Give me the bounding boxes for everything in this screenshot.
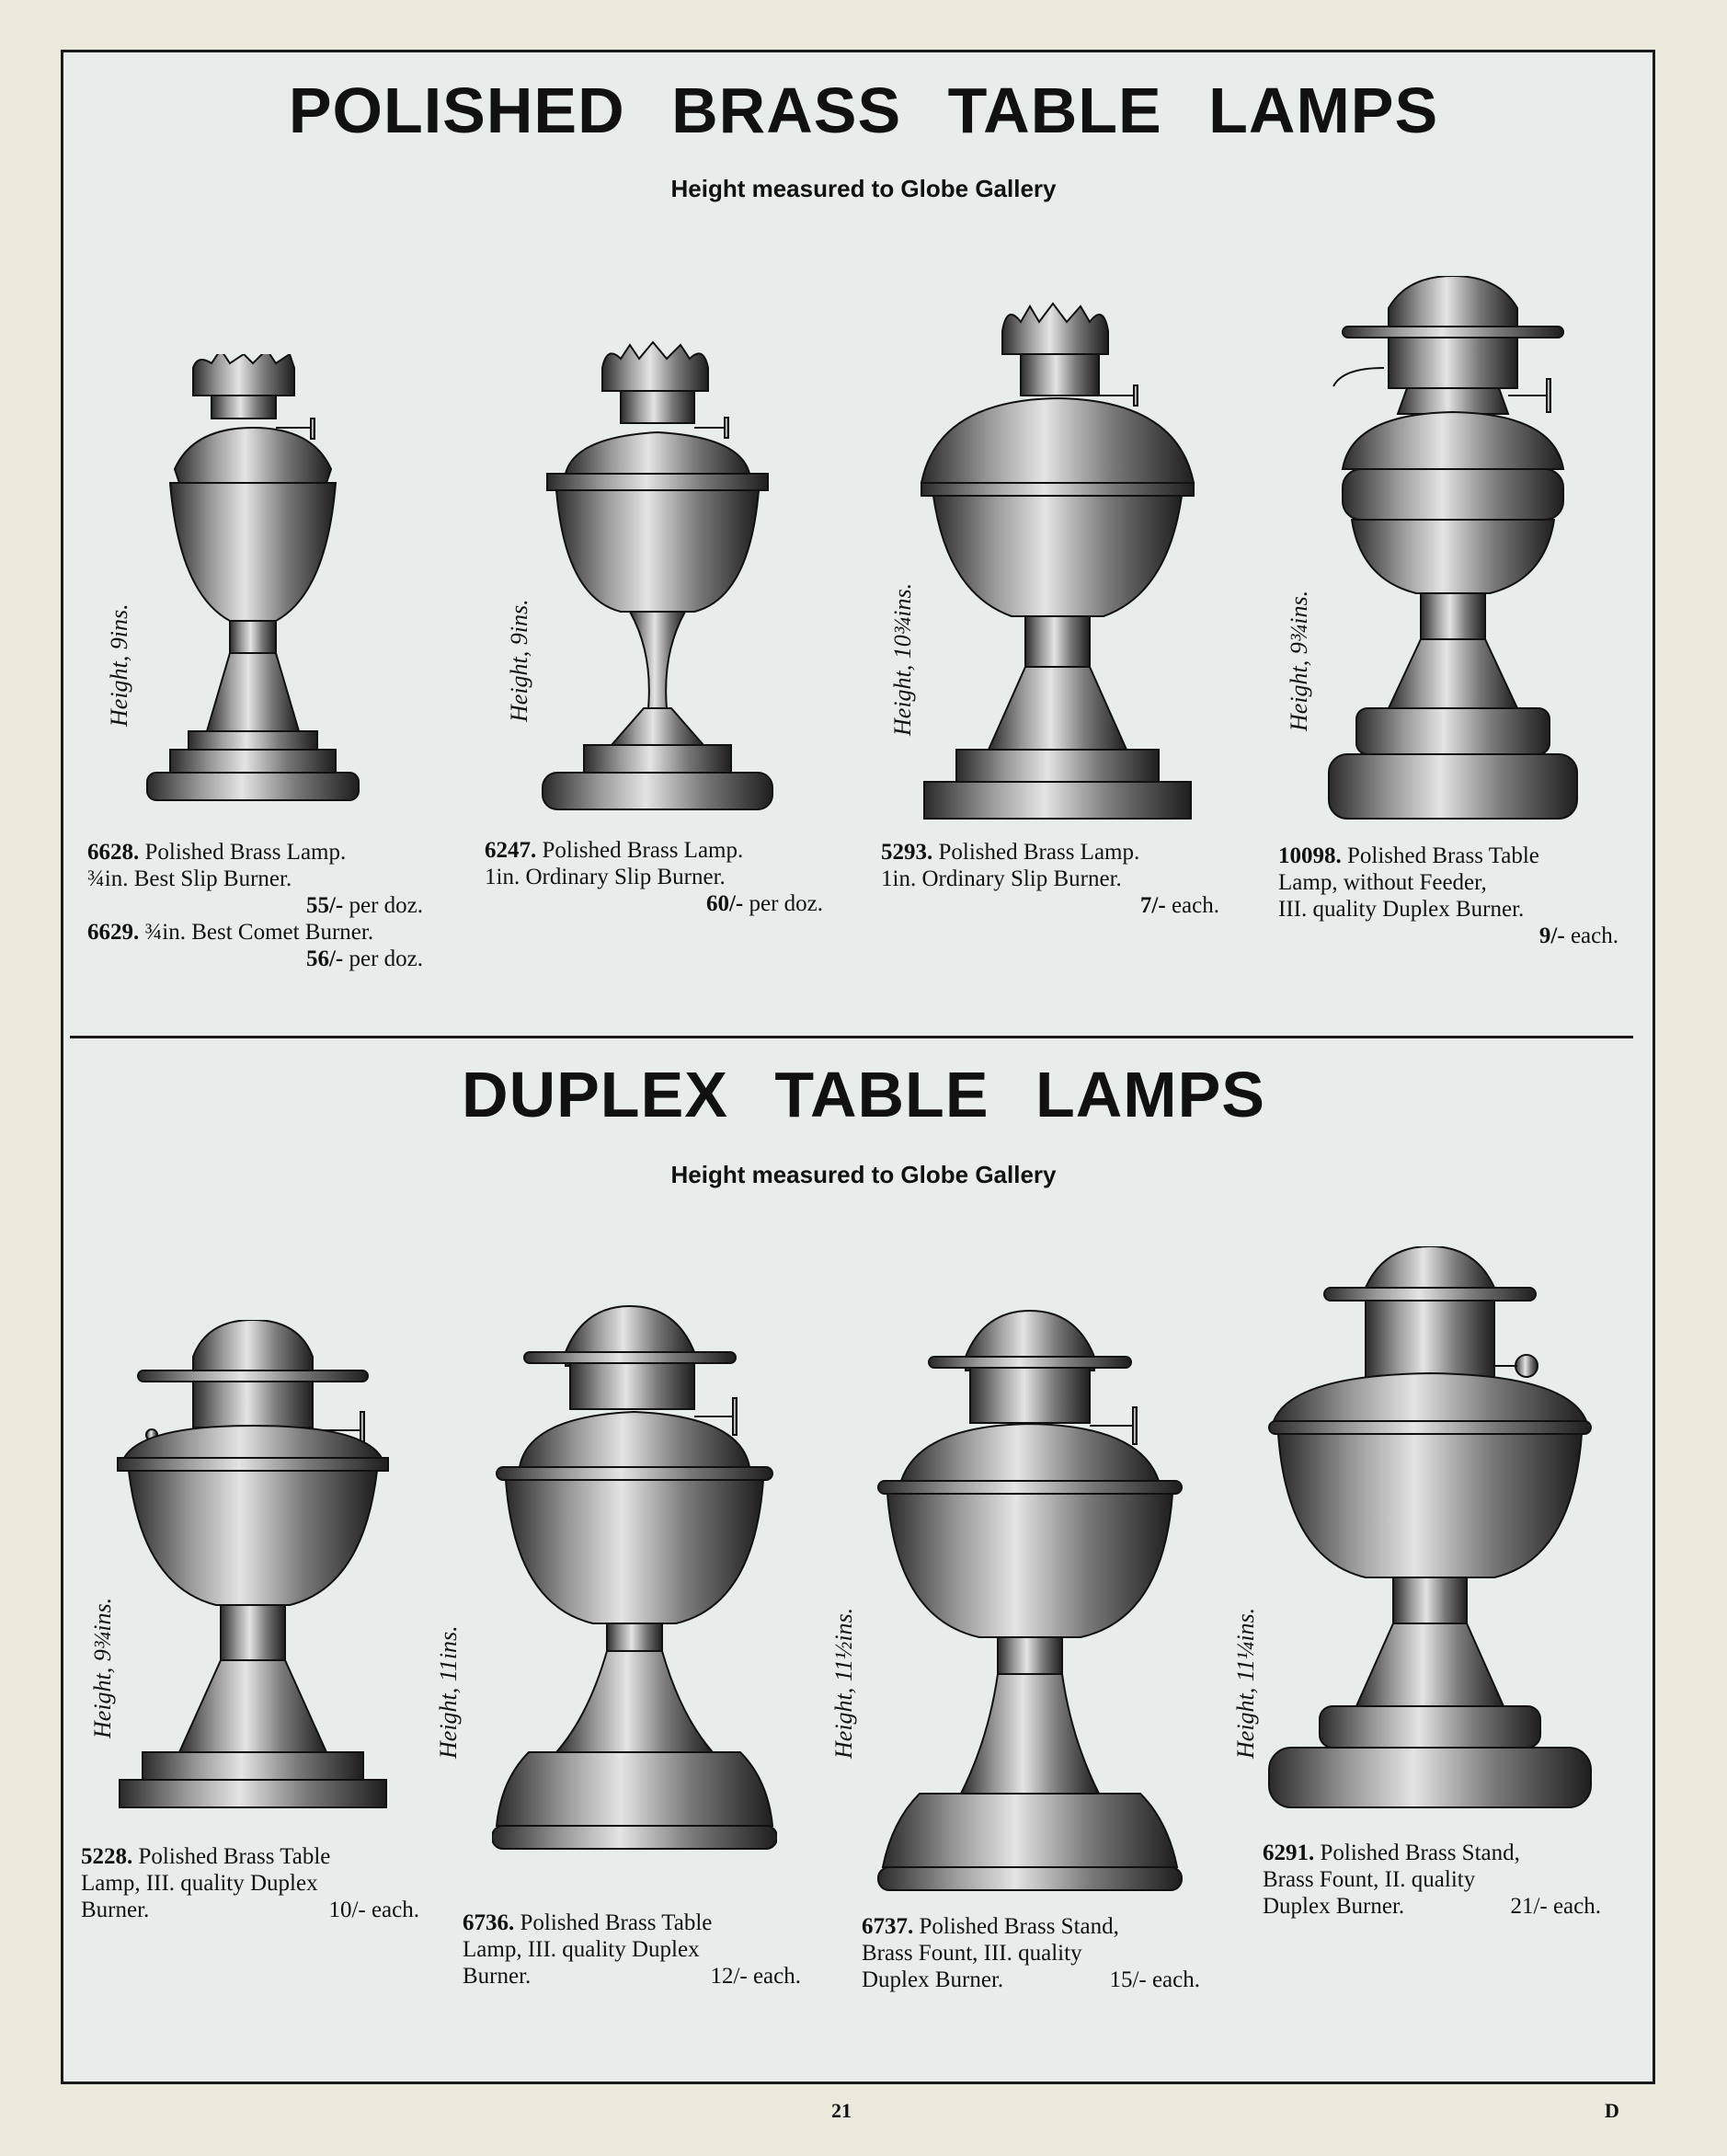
lamp-6736-caption	[463, 1909, 801, 1990]
lamp-5228-illustration	[115, 1320, 391, 1835]
section-title-polished-brass: POLISHED BRASS TABLE LAMPS	[288, 75, 1439, 146]
lamp-5293-height: Height, 10¾ins.	[889, 582, 916, 736]
lamp-5293-illustration	[920, 299, 1195, 832]
caption-line: 6628. Polished Brass Lamp.	[87, 840, 347, 865]
lamp-6737-height: Height, 11½ins.	[830, 1607, 857, 1759]
lamp-6291-height: Height, 11¼ins.	[1232, 1607, 1259, 1759]
caption-line: Lamp, III. quality Duplex	[81, 1871, 318, 1896]
lamp-6247-caption	[485, 837, 823, 917]
section-title-duplex: DUPLEX TABLE LAMPS	[462, 1059, 1265, 1130]
caption-price: 7/- each.	[1139, 893, 1219, 918]
lamp-6628-illustration	[138, 354, 368, 823]
caption-line: 5293. Polished Brass Lamp.	[881, 840, 1140, 865]
section-subtitle-duplex: Height measured to Globe Gallery	[670, 1161, 1057, 1188]
caption-line: Brass Fount, II. quality	[1263, 1867, 1476, 1892]
caption-line: 6247. Polished Brass Lamp.	[485, 838, 744, 863]
caption-line: 1in. Ordinary Slip Burner.	[881, 866, 1122, 891]
section-letter: D	[1605, 2099, 1619, 2122]
caption-price-row: Burner. 12/- each.	[463, 1964, 801, 1989]
lamp-10098-height: Height, 9¾ins.	[1286, 590, 1312, 731]
lamp-6736-height: Height, 11ins.	[435, 1625, 462, 1759]
caption-price-row: Duplex Burner. 15/- each.	[862, 1967, 1200, 1992]
caption-line: ¾in. Best Slip Burner.	[87, 866, 292, 891]
lamp-5228-caption	[81, 1843, 419, 1923]
lamp-10098-caption	[1278, 843, 1618, 949]
caption-price: 55/- per doz.	[305, 893, 423, 918]
caption-line: 5228. Polished Brass Table	[81, 1844, 331, 1869]
caption-line: 1in. Ordinary Slip Burner.	[485, 865, 726, 889]
lamp-6247-height: Height, 9ins.	[506, 599, 532, 722]
lamp-5228-height: Height, 9¾ins.	[89, 1597, 116, 1738]
lamp-6247-illustration	[538, 340, 777, 819]
caption-line: 6737. Polished Brass Stand,	[862, 1914, 1119, 1939]
lamp-10098-illustration	[1324, 276, 1582, 828]
caption-line: 6291. Polished Brass Stand,	[1263, 1841, 1520, 1865]
caption-line: 6736. Polished Brass Table	[463, 1910, 713, 1935]
lamp-6291-illustration	[1264, 1246, 1595, 1835]
caption-price: 60/- per doz.	[705, 891, 823, 916]
section-subtitle-polished-brass: Height measured to Globe Gallery	[670, 175, 1057, 202]
caption-line: Brass Fount, III. quality	[862, 1941, 1082, 1966]
caption-line: 6629. ¾in. Best Comet Burner.	[87, 920, 374, 945]
lamp-6628-height: Height, 9ins.	[106, 603, 132, 727]
caption-price-row: Duplex Burner. 21/- each.	[1263, 1894, 1601, 1919]
section-divider	[70, 1036, 1633, 1038]
page-number: 21	[831, 2099, 852, 2122]
caption-line: Lamp, III. quality Duplex	[463, 1937, 700, 1962]
lamp-5293-caption	[881, 839, 1219, 919]
lamp-6736-illustration	[492, 1302, 777, 1899]
lamp-6737-illustration	[874, 1306, 1186, 1913]
caption-price: 56/- per doz.	[305, 946, 423, 971]
caption-price: 9/- each.	[1538, 923, 1618, 948]
caption-line: Lamp, without Feeder,	[1278, 870, 1487, 895]
caption-line: III. quality Duplex Burner.	[1278, 897, 1525, 922]
lamp-6291-caption	[1263, 1840, 1601, 1920]
lamp-6628-caption	[87, 839, 423, 972]
lamp-6737-caption	[862, 1913, 1200, 1993]
caption-price-row: Burner. 10/- each.	[81, 1898, 419, 1922]
caption-line: 10098. Polished Brass Table	[1278, 843, 1539, 868]
